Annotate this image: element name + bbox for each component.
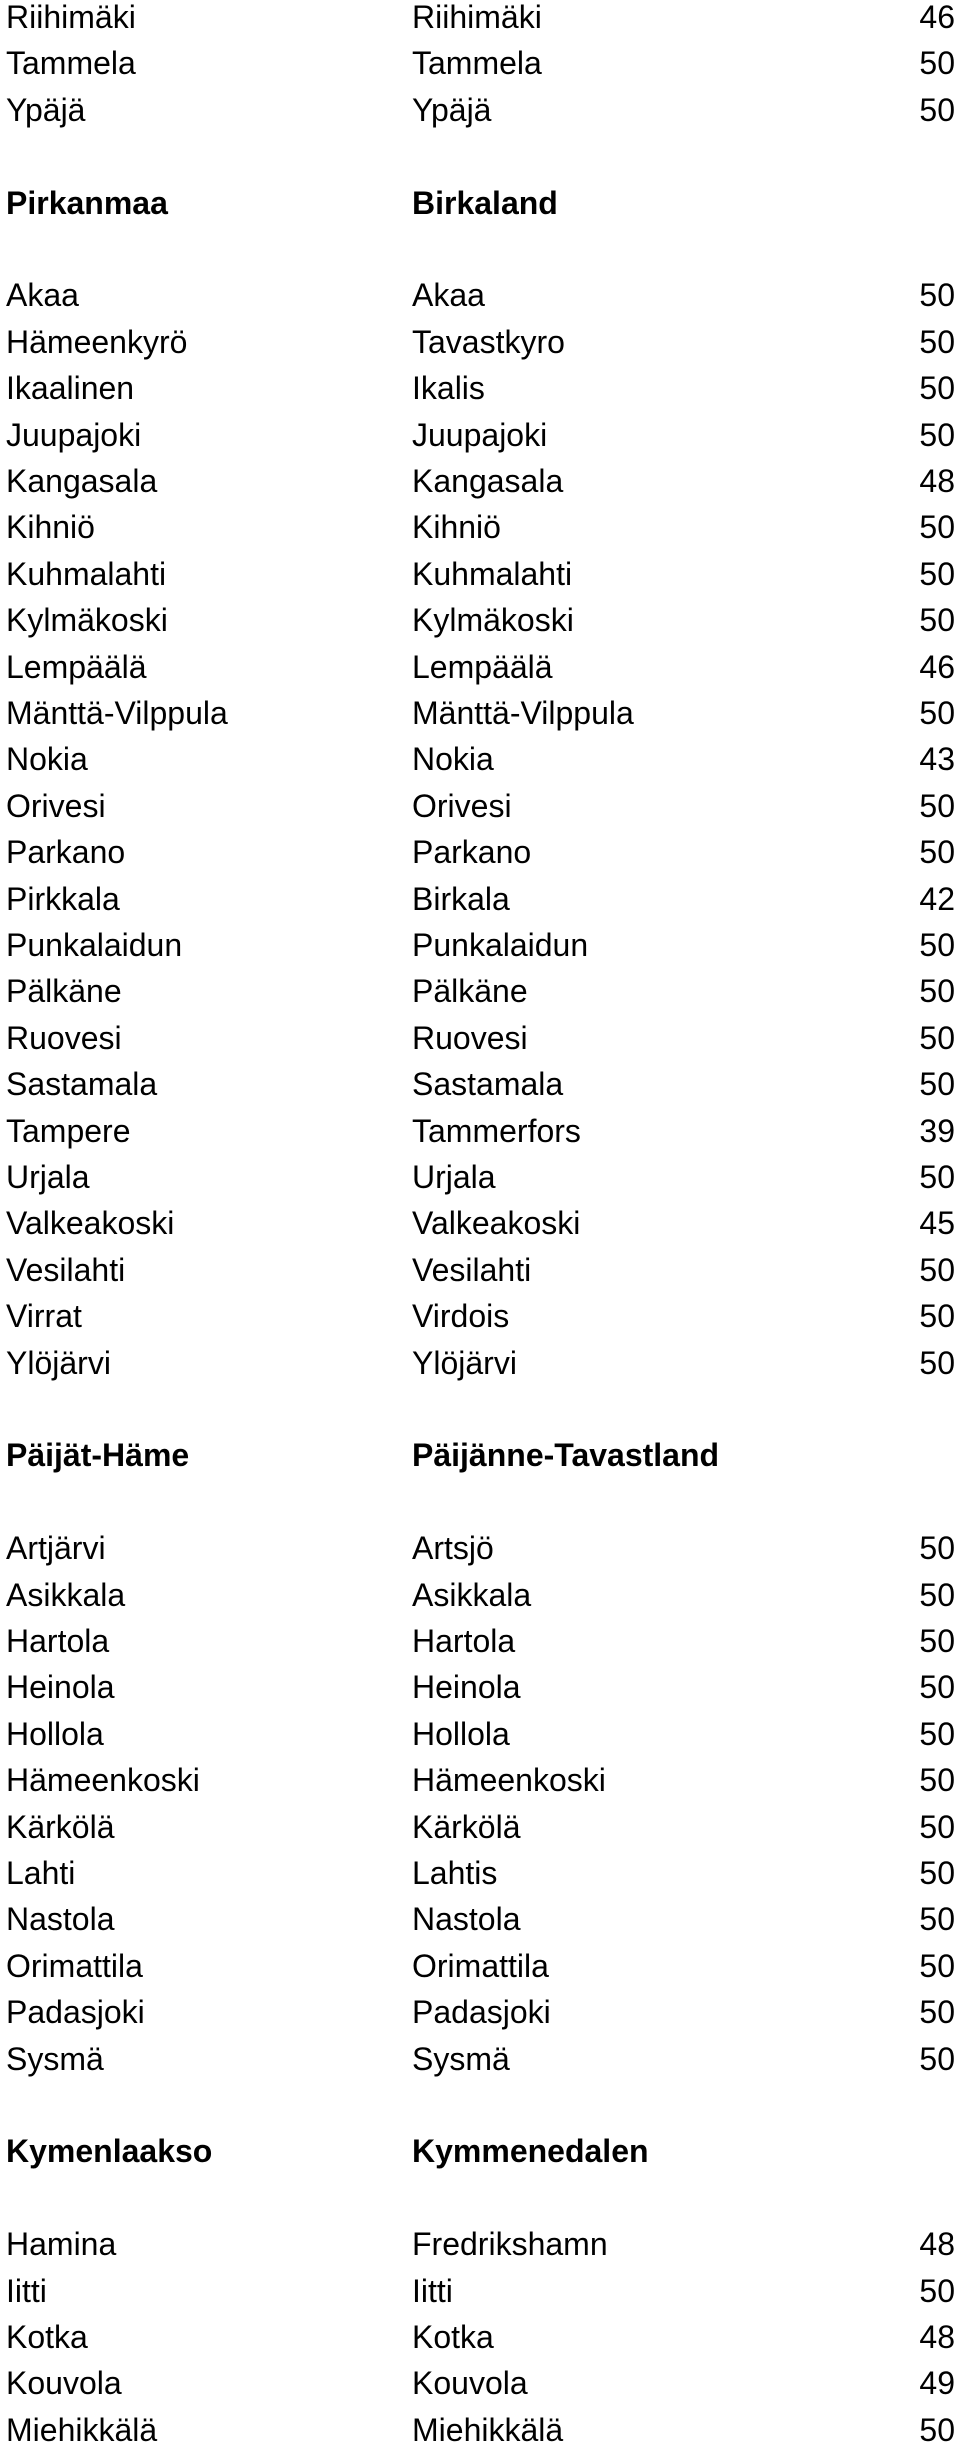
table-row	[0, 644, 960, 690]
table-row	[0, 1015, 960, 1061]
municipality-value: 46	[919, 648, 955, 685]
municipality-name-finnish: Orimattila	[6, 1947, 143, 1984]
municipality-name-swedish: Tammela	[412, 45, 542, 82]
region-name-finnish: Päijät-Häme	[6, 1437, 190, 1474]
municipality-name-swedish: Tammerfors	[412, 1112, 581, 1149]
municipality-name-finnish: Padasjoki	[6, 1994, 145, 2031]
table-row	[0, 876, 960, 922]
municipality-value: 50	[919, 1159, 955, 1195]
municipality-name-finnish: Hamina	[6, 2226, 117, 2263]
municipality-name-finnish: Lahti	[6, 1855, 76, 1891]
municipality-value: 50	[919, 370, 955, 407]
table-row	[0, 1850, 960, 1896]
municipality-name-finnish: Sastamala	[6, 1066, 158, 1103]
municipality-name-finnish: Tammela	[6, 45, 136, 82]
municipality-name-swedish: Tavastkyro	[412, 323, 565, 360]
municipality-value: 50	[919, 1855, 955, 1891]
municipality-name-swedish: Nokia	[412, 741, 494, 778]
municipality-name-swedish: Juupajoki	[412, 416, 548, 453]
municipality-name-swedish: Orimattila	[412, 1947, 549, 1984]
municipality-name-finnish: Sysmä	[6, 2040, 104, 2077]
table-row	[0, 0, 960, 40]
municipality-value: 50	[919, 834, 955, 871]
municipality-value: 50	[919, 2272, 955, 2309]
municipality-name-swedish: Kangasala	[412, 463, 564, 499]
municipality-value: 50	[919, 1715, 955, 1752]
table-row	[0, 1525, 960, 1571]
municipality-name-finnish: Lempäälä	[6, 648, 147, 685]
municipality-value: 50	[919, 602, 955, 639]
municipality-name-swedish: Artsjö	[412, 1530, 494, 1567]
municipality-name-swedish: Orivesi	[412, 787, 512, 824]
municipality-value: 50	[919, 973, 955, 1010]
municipality-value: 50	[919, 1576, 955, 1613]
municipality-name-finnish: Pälkäne	[6, 973, 122, 1010]
table-row	[0, 1247, 960, 1293]
municipality-name-swedish: Pälkäne	[412, 973, 528, 1010]
municipality-name-swedish: Kuhmalahti	[412, 555, 573, 592]
table-row	[0, 551, 960, 597]
table-row	[0, 1989, 960, 2035]
table-row	[0, 2360, 960, 2406]
municipality-value: 50	[919, 695, 955, 731]
municipality-name-swedish: Vesilahti	[412, 1251, 532, 1288]
municipality-value: 50	[919, 1530, 955, 1567]
municipality-name-finnish: Akaa	[6, 277, 79, 314]
table-row	[0, 2314, 960, 2360]
table-row	[0, 1154, 960, 1200]
municipality-name-swedish: Padasjoki	[412, 1994, 551, 2031]
municipality-name-finnish: Nokia	[6, 741, 88, 778]
municipality-name-finnish: Asikkala	[6, 1576, 126, 1613]
municipality-value: 50	[919, 323, 955, 360]
municipality-name-finnish: Riihimäki	[6, 0, 136, 35]
municipality-name-finnish: Kuhmalahti	[6, 555, 167, 592]
municipality-name-finnish: Kihniö	[6, 509, 95, 546]
municipality-name-finnish: Mänttä-Vilppula	[6, 695, 228, 731]
table-row	[0, 968, 960, 1014]
municipality-name-finnish: Heinola	[6, 1669, 115, 1706]
municipality-name-finnish: Tampere	[6, 1112, 131, 1149]
municipality-name-swedish: Hämeenkoski	[412, 1762, 606, 1799]
municipality-value: 39	[919, 1112, 955, 1149]
municipality-value: 50	[919, 787, 955, 824]
municipality-value: 49	[919, 2365, 955, 2402]
table-row	[0, 412, 960, 458]
municipality-name-swedish: Asikkala	[412, 1576, 532, 1613]
municipality-name-finnish: Juupajoki	[6, 416, 142, 453]
municipality-name-swedish: Hartola	[412, 1623, 516, 1659]
municipality-name-finnish: Virrat	[6, 1298, 82, 1335]
table-row	[0, 1340, 960, 1386]
table-row	[0, 40, 960, 86]
region-header	[0, 1432, 960, 1478]
municipality-name-finnish: Ruovesi	[6, 1019, 122, 1056]
municipality-name-swedish: Nastola	[412, 1901, 521, 1938]
municipality-value: 50	[919, 1623, 955, 1659]
municipality-name-finnish: Hollola	[6, 1715, 104, 1752]
municipality-name-swedish: Miehikkälä	[412, 2411, 564, 2448]
municipality-value: 50	[919, 1066, 955, 1103]
municipality-name-swedish: Hollola	[412, 1715, 510, 1752]
table-row	[0, 1200, 960, 1246]
table-row	[0, 2221, 960, 2267]
municipality-value: 50	[919, 1344, 955, 1381]
municipality-value: 50	[919, 1669, 955, 1706]
municipality-value: 50	[919, 509, 955, 546]
municipality-name-swedish: Ylöjärvi	[412, 1344, 517, 1381]
municipality-value: 50	[919, 1019, 955, 1056]
municipality-name-swedish: Birkala	[412, 880, 510, 917]
municipality-name-swedish: Riihimäki	[412, 0, 542, 35]
municipality-name-finnish: Ypäjä	[6, 91, 86, 128]
municipality-value: 50	[919, 45, 955, 82]
municipality-name-finnish: Parkano	[6, 834, 126, 871]
municipality-value: 50	[919, 2411, 955, 2448]
municipality-value: 50	[919, 927, 955, 963]
table-row	[0, 365, 960, 411]
municipality-name-finnish: Nastola	[6, 1901, 115, 1938]
table-row	[0, 2036, 960, 2082]
municipality-name-finnish: Artjärvi	[6, 1530, 106, 1567]
municipality-value: 50	[919, 277, 955, 314]
municipality-value: 50	[919, 1947, 955, 1984]
table-row	[0, 1293, 960, 1339]
municipality-name-swedish: Fredrikshamn	[412, 2226, 608, 2263]
municipality-value: 48	[919, 2319, 955, 2355]
municipality-value: 50	[919, 1762, 955, 1799]
municipality-name-swedish: Iitti	[412, 2272, 453, 2309]
municipality-name-swedish: Kouvola	[412, 2365, 528, 2402]
table-row	[0, 922, 960, 968]
municipality-name-swedish: Heinola	[412, 1669, 521, 1706]
municipality-name-swedish: Lempäälä	[412, 648, 553, 685]
table-row	[0, 458, 960, 504]
municipality-name-finnish: Hämeenkoski	[6, 1762, 200, 1799]
municipality-name-swedish: Ikalis	[412, 370, 485, 407]
table-row	[0, 1108, 960, 1154]
municipality-name-finnish: Kotka	[6, 2319, 88, 2355]
table-row	[0, 319, 960, 365]
table-row	[0, 783, 960, 829]
table-row	[0, 1572, 960, 1618]
region-name-swedish: Päijänne-Tavastland	[412, 1437, 720, 1474]
municipality-name-finnish: Orivesi	[6, 787, 106, 824]
region-name-finnish: Kymenlaakso	[6, 2133, 213, 2170]
municipality-name-finnish: Kylmäkoski	[6, 602, 168, 639]
municipality-value: 42	[919, 880, 955, 917]
table-row	[0, 1664, 960, 1710]
table-row	[0, 597, 960, 643]
municipality-name-finnish: Hartola	[6, 1623, 110, 1659]
table-row	[0, 1757, 960, 1803]
municipality-name-swedish: Ruovesi	[412, 1019, 528, 1056]
table-row	[0, 2407, 960, 2453]
table-row	[0, 1711, 960, 1757]
municipality-value: 50	[919, 1251, 955, 1288]
region-name-swedish: Kymmenedalen	[412, 2133, 649, 2170]
table-row	[0, 690, 960, 736]
municipality-value: 50	[919, 416, 955, 453]
municipality-value: 50	[919, 1901, 955, 1938]
table-row	[0, 1943, 960, 1989]
municipality-name-finnish: Kouvola	[6, 2365, 122, 2402]
table-row	[0, 1804, 960, 1850]
region-name-swedish: Birkaland	[412, 184, 558, 221]
municipality-value: 50	[919, 1994, 955, 2031]
municipality-name-swedish: Sysmä	[412, 2040, 510, 2077]
municipality-name-finnish: Valkeakoski	[6, 1205, 175, 1242]
municipality-name-finnish: Ylöjärvi	[6, 1344, 111, 1381]
municipality-name-swedish: Valkeakoski	[412, 1205, 581, 1242]
municipality-name-finnish: Miehikkälä	[6, 2411, 158, 2448]
municipality-name-finnish: Vesilahti	[6, 1251, 126, 1288]
municipality-name-swedish: Mänttä-Vilppula	[412, 695, 634, 731]
table-row	[0, 1061, 960, 1107]
table-row	[0, 2268, 960, 2314]
municipality-name-finnish: Punkalaidun	[6, 927, 183, 963]
municipality-name-swedish: Sastamala	[412, 1066, 564, 1103]
municipality-name-swedish: Parkano	[412, 834, 532, 871]
municipality-value: 50	[919, 2040, 955, 2077]
municipality-name-swedish: Urjala	[412, 1159, 496, 1195]
municipality-name-swedish: Virdois	[412, 1298, 510, 1335]
municipality-value: 50	[919, 555, 955, 592]
municipality-name-swedish: Kotka	[412, 2319, 494, 2355]
municipality-name-swedish: Kärkölä	[412, 1808, 521, 1845]
municipality-name-finnish: Kärkölä	[6, 1808, 115, 1845]
table-row	[0, 87, 960, 133]
table-row	[0, 1618, 960, 1664]
municipality-value: 50	[919, 1808, 955, 1845]
municipality-name-swedish: Ypäjä	[412, 91, 492, 128]
municipality-value: 48	[919, 463, 955, 499]
table-row	[0, 1896, 960, 1942]
municipality-name-finnish: Ikaalinen	[6, 370, 135, 407]
municipality-name-swedish: Akaa	[412, 277, 485, 314]
municipality-value: 45	[919, 1205, 955, 1242]
municipality-value: 48	[919, 2226, 955, 2263]
region-name-finnish: Pirkanmaa	[6, 184, 168, 221]
municipality-value: 50	[919, 91, 955, 128]
table-row	[0, 272, 960, 318]
municipality-value: 46	[919, 0, 955, 35]
municipality-name-swedish: Kylmäkoski	[412, 602, 574, 639]
region-header	[0, 2128, 960, 2174]
municipality-name-finnish: Iitti	[6, 2272, 47, 2309]
municipality-name-swedish: Lahtis	[412, 1855, 498, 1891]
table-row	[0, 504, 960, 550]
municipality-name-finnish: Pirkkala	[6, 880, 120, 917]
municipality-name-swedish: Kihniö	[412, 509, 501, 546]
table-row	[0, 736, 960, 782]
municipality-value: 50	[919, 1298, 955, 1335]
municipality-name-swedish: Punkalaidun	[412, 927, 589, 963]
region-header	[0, 180, 960, 226]
municipality-name-finnish: Hämeenkyrö	[6, 323, 188, 360]
municipality-value: 43	[919, 741, 955, 778]
municipality-name-finnish: Urjala	[6, 1159, 90, 1195]
table-row	[0, 829, 960, 875]
municipality-name-finnish: Kangasala	[6, 463, 158, 499]
